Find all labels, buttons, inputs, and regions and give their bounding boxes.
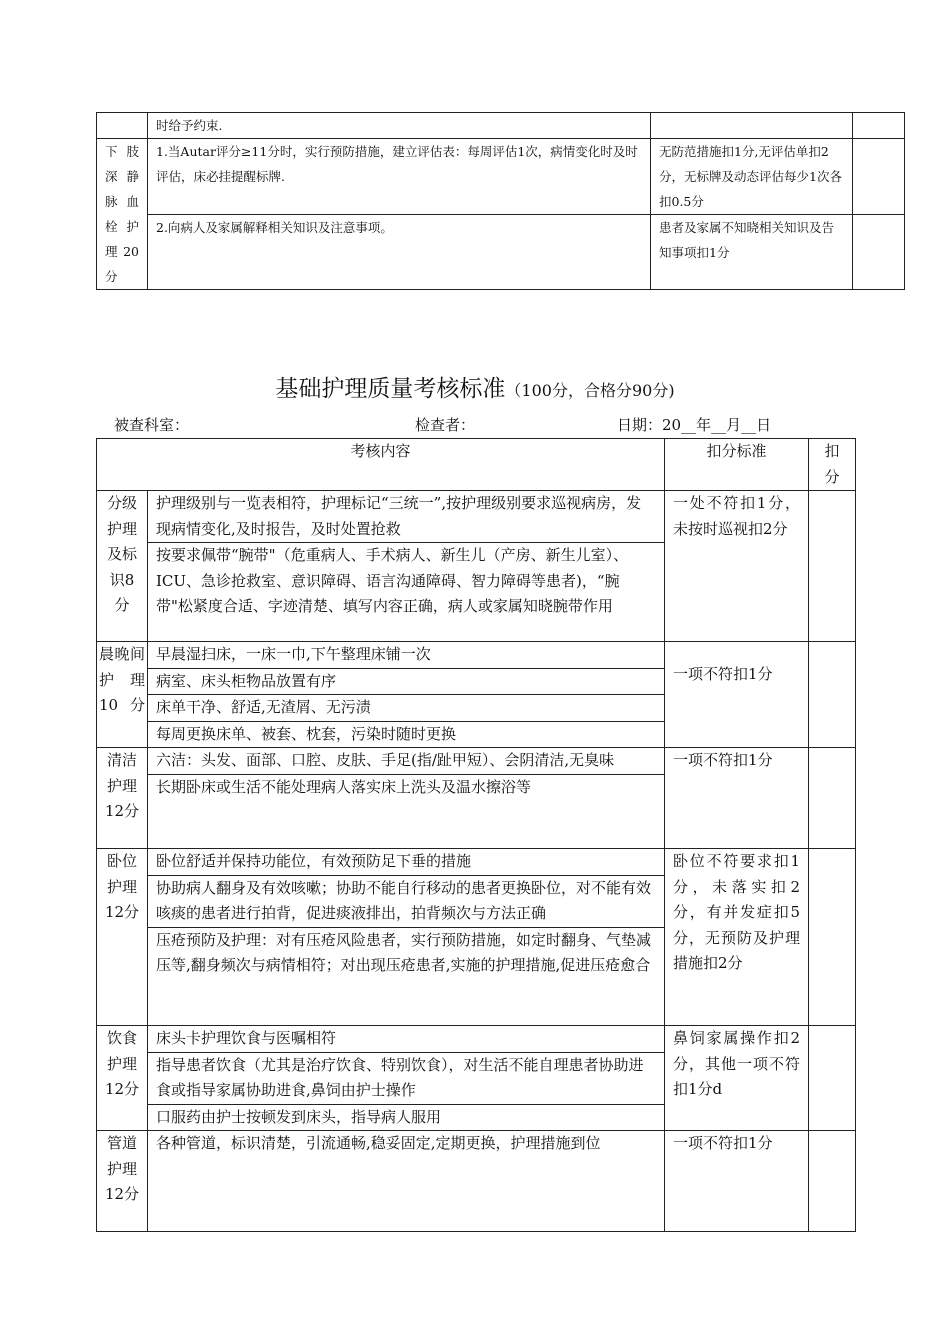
main-table (96, 438, 856, 1232)
list-item: 按要求佩带“腕带"（危重病人、手术病人、新生儿（产房、新生儿室）、ICU、急诊抢救室、意识障碍、语言沟通障碍、智力障碍等患者)，“腕带"松紧度合适、字迹清楚、填写内容正确，病人或家属知晓腕带作用 (148, 543, 664, 620)
sub-items (148, 1026, 664, 1130)
content-cell: 时给予约束. (148, 113, 651, 139)
deduct-cell (853, 215, 905, 290)
content-cell: 2.向病人及家属解释相关知识及注意事项。 (148, 215, 651, 290)
sub-items (148, 849, 664, 979)
deduct-cell (809, 849, 856, 1026)
standard-cell: 一项不符扣1分 (665, 748, 809, 849)
standard-cell: 一项不符扣1分 (665, 642, 809, 748)
deduct-cell (809, 1131, 856, 1232)
sub-items (148, 748, 664, 823)
header-standard: 扣分标准 (665, 439, 809, 491)
list-item: 六洁：头发、面部、口腔、皮肤、手足(指/趾甲短）、会阴清洁,无臭味 (148, 748, 664, 774)
standard-cell: 卧位不符要求扣1分，未落实扣2分，有并发症扣5分，无预防及护理措施扣2分 (665, 849, 809, 1026)
dept-label: 被查科室： (114, 416, 190, 434)
deduct-cell (809, 491, 856, 642)
standard-cell: 无防范措施扣1分,无评估单扣2分，无标牌及动态评估每少1次各扣0.5分 (651, 139, 853, 215)
header-content: 考核内容 (97, 439, 665, 491)
list-item: 卧位舒适并保持功能位，有效预防足下垂的措施 (148, 849, 664, 875)
category-cell: 饮食护理12分 (97, 1026, 148, 1131)
standard-cell: 一项不符扣1分 (665, 1131, 809, 1232)
category-cell: 清洁护理12分 (97, 748, 148, 849)
standard-cell: 患者及家属不知晓相关知识及告知事项扣1分 (651, 215, 853, 290)
category-cell: 卧位护理12分 (97, 849, 148, 1026)
header-deduct: 扣分 (809, 439, 856, 491)
title-main: 基础护理质量考核标准 (275, 376, 506, 402)
sub-items (148, 491, 664, 620)
deduct-cell (809, 748, 856, 849)
deduct-cell (809, 1026, 856, 1131)
inspector-label: 检查者： (415, 416, 476, 434)
title-sub: （100分，合格分90分) (505, 381, 675, 400)
category-cell: 管道护理12分 (97, 1131, 148, 1232)
deduct-cell (853, 139, 905, 215)
page-title (0, 370, 950, 403)
list-item: 指导患者饮食（尤其是治疗饮食、特别饮食），对生活不能自理患者协助进食或指导家属协助进食,鼻饲由护士操作 (148, 1052, 664, 1104)
list-item: 各种管道，标识清楚，引流通畅,稳妥固定,定期更换，护理措施到位 (148, 1131, 665, 1232)
category-cell: 下肢深静脉血栓护理20分 (97, 139, 148, 290)
top-table (96, 112, 905, 290)
sub-items (148, 642, 664, 747)
deduct-cell (853, 113, 905, 139)
content-cell: 1.当Autar评分≥11分时，实行预防措施，建立评估表：每周评估1次，病情变化时及时评估，床必挂提醒标牌. (148, 139, 651, 215)
list-item: 压疮预防及护理：对有压疮风险患者，实行预防措施，如定时翻身、气垫减压等,翻身频次与病情相符；对出现压疮患者,实施的护理措施,促进压疮愈合 (148, 927, 664, 979)
list-item: 口服药由护士按顿发到床头，指导病人服用 (148, 1104, 664, 1130)
list-item: 床头卡护理饮食与医嘱相符 (148, 1026, 664, 1052)
standard-cell: 鼻饲家属操作扣2分，其他一项不符扣1分d (665, 1026, 809, 1131)
list-item: 床单干净、舒适,无渣屑、无污渍 (148, 695, 664, 722)
list-item: 早晨湿扫床，一床一巾,下午整理床铺一次 (148, 642, 664, 668)
list-item: 病室、床头柜物品放置有序 (148, 668, 664, 695)
list-item: 长期卧床或生活不能处理病人落实床上洗头及温水擦浴等 (148, 774, 664, 823)
standard-cell: 一处不符扣1分，未按时巡视扣2分 (665, 491, 809, 642)
list-item: 护理级别与一览表相符，护理标记“三统一”,按护理级别要求巡视病房，发现病情变化,及时报告，及时处置抢救 (148, 491, 664, 543)
deduct-cell (809, 642, 856, 748)
list-item: 协助病人翻身及有效咳嗽；协助不能自行移动的患者更换卧位，对不能有效咳痰的患者进行拍背，促进痰液排出，拍背频次与方法正确 (148, 875, 664, 927)
standard-cell (651, 113, 853, 139)
category-cell: 分级护理及标识8分 (97, 491, 148, 642)
list-item: 每周更换床单、被套、枕套，污染时随时更换 (148, 721, 664, 747)
category-cell (97, 113, 148, 139)
date-label: 日期：20__年__月__日 (617, 416, 772, 434)
category-cell: 晨晚间护理10分 (97, 642, 148, 748)
